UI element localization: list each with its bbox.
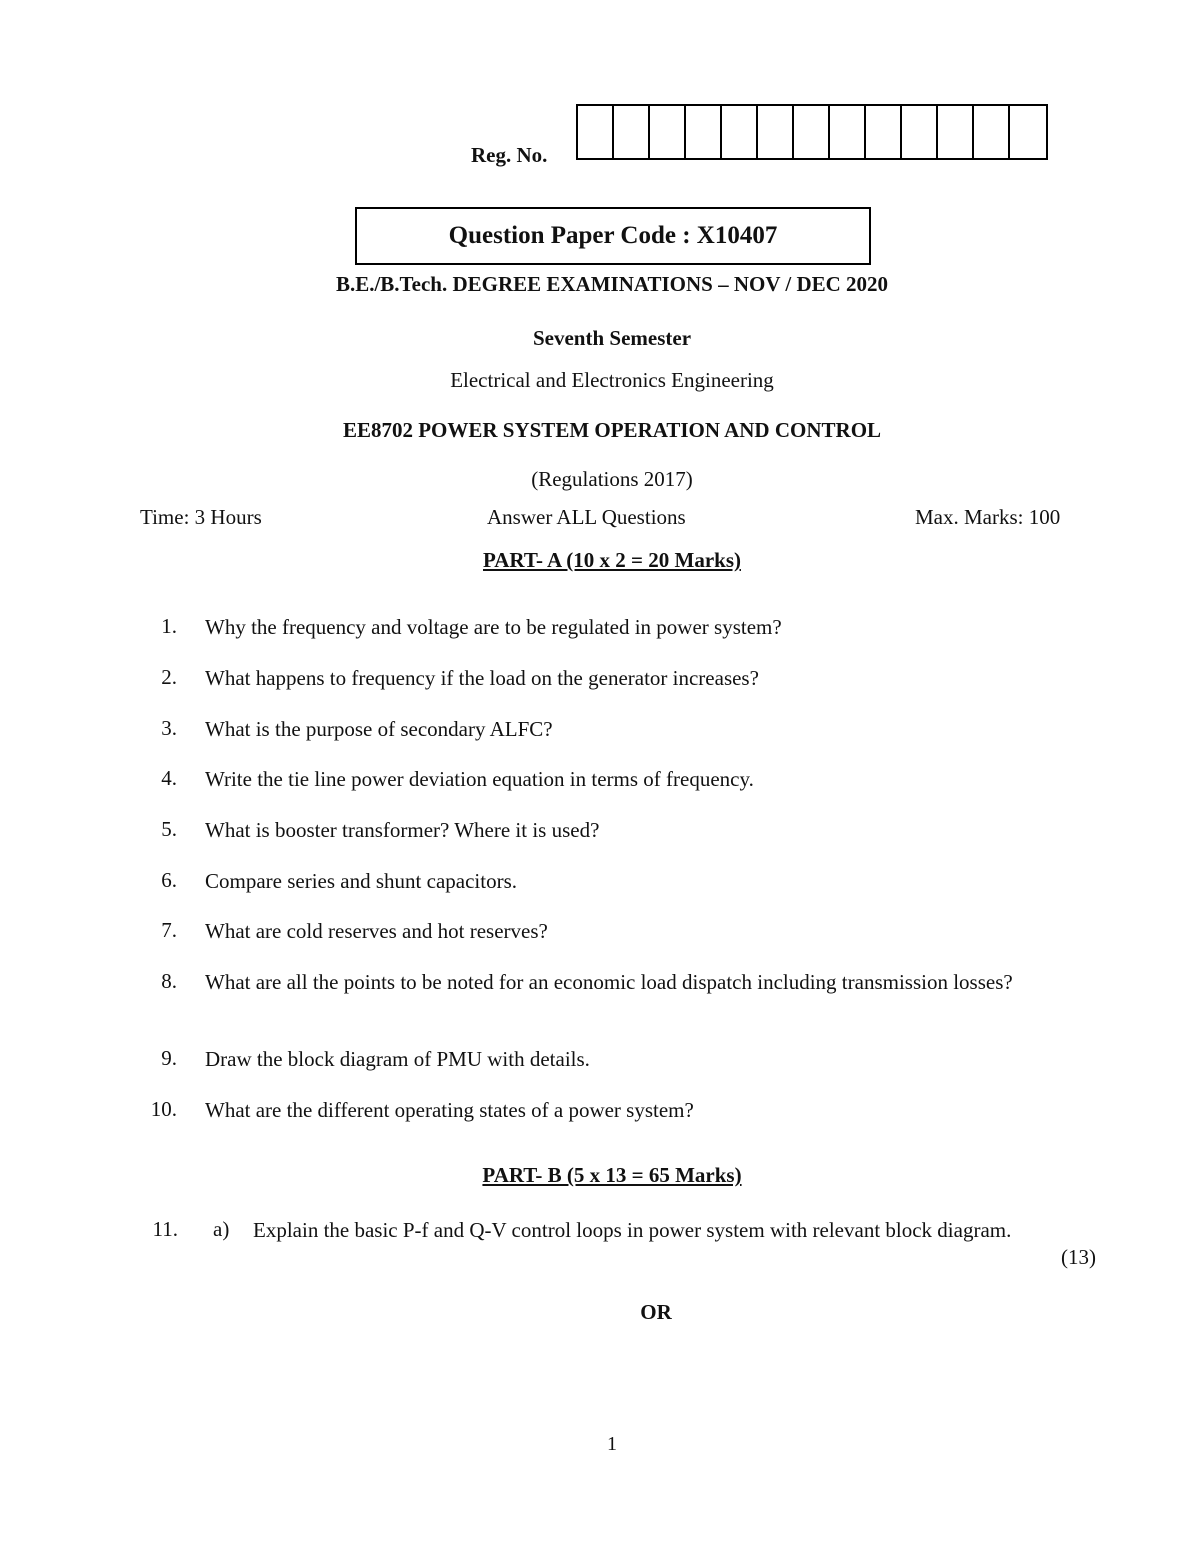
question-number: 7. [161,918,177,942]
question-number: 9. [161,1046,177,1070]
or-separator: OR [640,1300,672,1324]
question-text: Compare series and shunt capacitors. [205,869,517,893]
reg-no-boxes [576,104,1048,160]
question-number: 4. [161,766,177,790]
reg-no-box [866,106,902,158]
question-text: What happens to frequency if the load on the generator increases? [205,666,759,690]
question-text: What are all the points to be noted for an economic load dispatch including transmission losses? [205,970,1013,994]
part-a-title: PART- A (10 x 2 = 20 Marks) [483,548,741,572]
instructions: Answer ALL Questions [487,505,686,529]
reg-no-box [722,106,758,158]
max-marks: Max. Marks: 100 [915,505,1061,529]
question-number: 10. [150,1097,177,1121]
time-label: Time: 3 Hours [140,505,262,529]
reg-no-box [650,106,686,158]
question-number: 2. [161,665,177,689]
department: Electrical and Electronics Engineering [450,368,774,392]
question-text: Why the frequency and voltage are to be regulated in power system? [205,615,782,639]
question-text: What are cold reserves and hot reserves? [205,919,548,943]
question-text: What is booster transformer? Where it is used? [205,818,600,842]
question-text: Draw the block diagram of PMU with details. [205,1047,590,1071]
reg-no-box [578,106,614,158]
reg-no-box [758,106,794,158]
regulations: (Regulations 2017) [531,467,693,491]
reg-no-box [974,106,1010,158]
reg-no-box [938,106,974,158]
reg-no-box [614,106,650,158]
reg-no-box [1010,106,1046,158]
reg-no-box [686,106,722,158]
page-number: 1 [607,1433,617,1455]
question-number: 5. [161,817,177,841]
exam-title: B.E./B.Tech. DEGREE EXAMINATIONS – NOV / DEC 2020 [335,272,889,296]
question-number: 11. [152,1217,178,1241]
question-text: What are the different operating states of a power system? [205,1098,694,1122]
semester: Seventh Semester [532,326,692,350]
question-paper-code: Question Paper Code : X10407 [355,207,871,265]
question-number: 8. [161,969,177,993]
reg-no-box [830,106,866,158]
question-text: Write the tie line power deviation equation in terms of frequency. [205,767,754,791]
sub-question-label: a) [213,1217,230,1241]
question-number: 1. [161,614,177,638]
question-text: What is the purpose of secondary ALFC? [205,717,553,741]
question-text: Explain the basic P-f and Q-V control loops in power system with relevant block diagram. [253,1218,1012,1242]
reg-no-box [794,106,830,158]
question-number: 6. [161,868,177,892]
reg-no-label: Reg. No. [471,143,548,167]
part-b-title: PART- B (5 x 13 = 65 Marks) [482,1163,742,1187]
question-number: 3. [161,716,177,740]
course-title: EE8702 POWER SYSTEM OPERATION AND CONTROL [342,418,882,442]
reg-no-box [902,106,938,158]
question-marks: (13) [1061,1245,1096,1269]
